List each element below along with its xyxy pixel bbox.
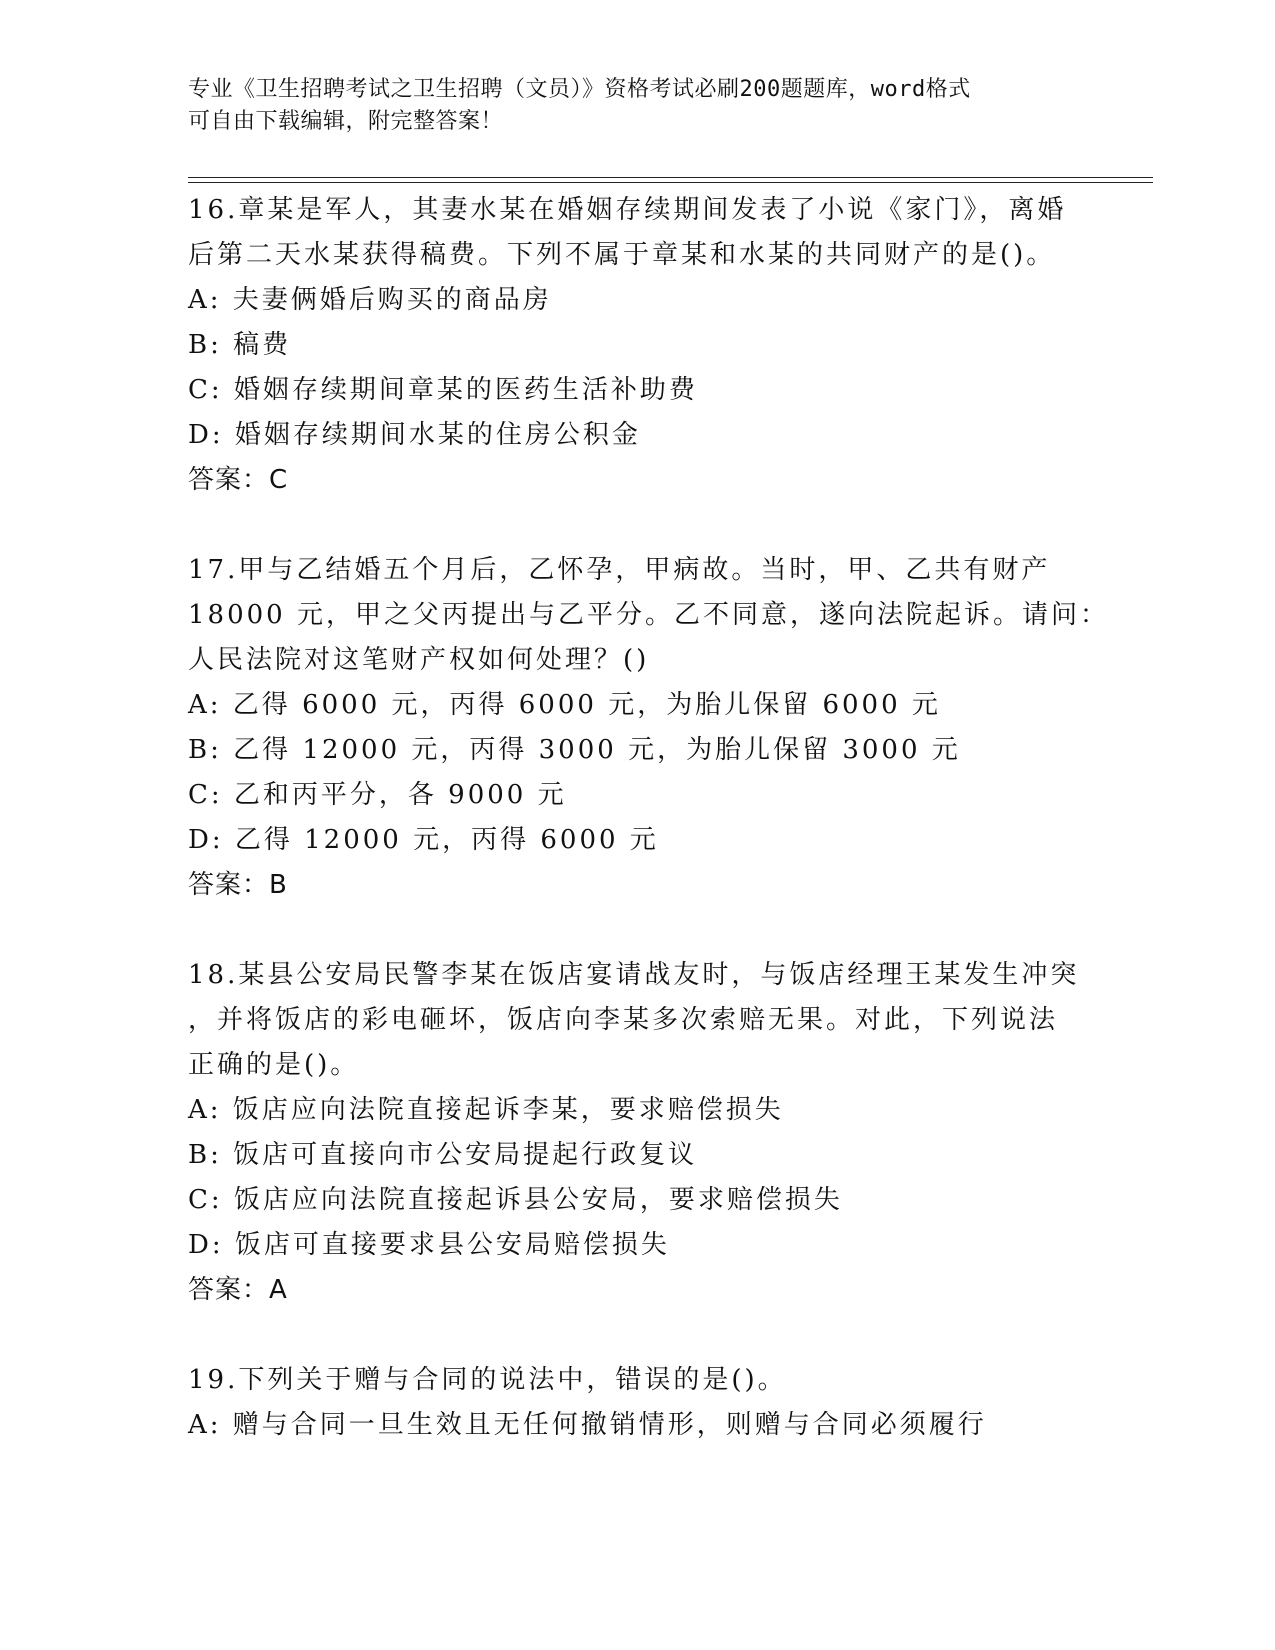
question-text-line: 正确的是()。 (188, 1050, 360, 1080)
header-line-1: 专业《卫生招聘考试之卫生招聘（文员）》资格考试必刷200题题库，word格式 (188, 77, 971, 102)
question-19 (188, 1358, 1088, 1448)
question-text-line: 人民法院对这笔财产权如何处理？() (188, 645, 650, 675)
header-line-2: 可自由下载编辑，附完整答案！ (188, 109, 504, 134)
option-c: C: 乙和丙平分，各 9000 元 (188, 780, 567, 810)
answer-label: 答案：A (188, 1275, 288, 1305)
answer-label: 答案：B (188, 870, 288, 900)
question-list (188, 188, 1109, 1493)
question-text-line: 18.某县公安局民警李某在饭店宴请战友时，与饭店经理王某发生冲突 (188, 960, 1080, 990)
option-b: B: 饭店可直接向市公安局提起行政复议 (188, 1140, 698, 1170)
question-text-line: 后第二天水某获得稿费。下列不属于章某和水某的共同财产的是()。 (188, 240, 1056, 270)
option-d: D: 婚姻存续期间水某的住房公积金 (188, 420, 641, 450)
option-d: D: 乙得 12000 元，丙得 6000 元 (188, 825, 659, 855)
question-text-line: 18000 元，甲之父丙提出与乙平分。乙不同意，遂向法院起诉。请问： (188, 600, 1109, 630)
question-text-line: 16.章某是军人，其妻水某在婚姻存续期间发表了小说《家门》，离婚 (188, 195, 1067, 225)
option-b: B: 乙得 12000 元，丙得 3000 元，为胎儿保留 3000 元 (188, 735, 961, 765)
question-text-line: 19.下列关于赠与合同的说法中，错误的是()。 (188, 1365, 787, 1395)
question-18 (188, 953, 1088, 1313)
document-header (188, 74, 1068, 138)
option-a: A: 夫妻俩婚后购买的商品房 (188, 285, 552, 315)
question-text-line: ，并将饭店的彩电砸坏，饭店向李某多次索赔无果。对此，下列说法 (188, 1005, 1059, 1035)
option-d: D: 饭店可直接要求县公安局赔偿损失 (188, 1230, 670, 1260)
answer-label: 答案：C (188, 465, 289, 495)
question-17 (188, 548, 1109, 908)
option-c: C: 饭店应向法院直接起诉县公安局，要求赔偿损失 (188, 1185, 843, 1215)
question-16 (188, 188, 1088, 503)
option-a: A: 饭店应向法院直接起诉李某，要求赔偿损失 (188, 1095, 784, 1125)
header-divider-top (188, 177, 1153, 178)
option-a: A: 乙得 6000 元，丙得 6000 元，为胎儿保留 6000 元 (188, 690, 941, 720)
option-a: A: 赠与合同一旦生效且无任何撤销情形，则赠与合同必须履行 (188, 1410, 987, 1440)
question-text-line: 17.甲与乙结婚五个月后，乙怀孕，甲病故。当时，甲、乙共有财产 (188, 555, 1051, 585)
option-c: C: 婚姻存续期间章某的医药生活补助费 (188, 375, 698, 405)
header-divider-bottom (188, 182, 1153, 183)
option-b: B: 稿费 (188, 330, 292, 360)
